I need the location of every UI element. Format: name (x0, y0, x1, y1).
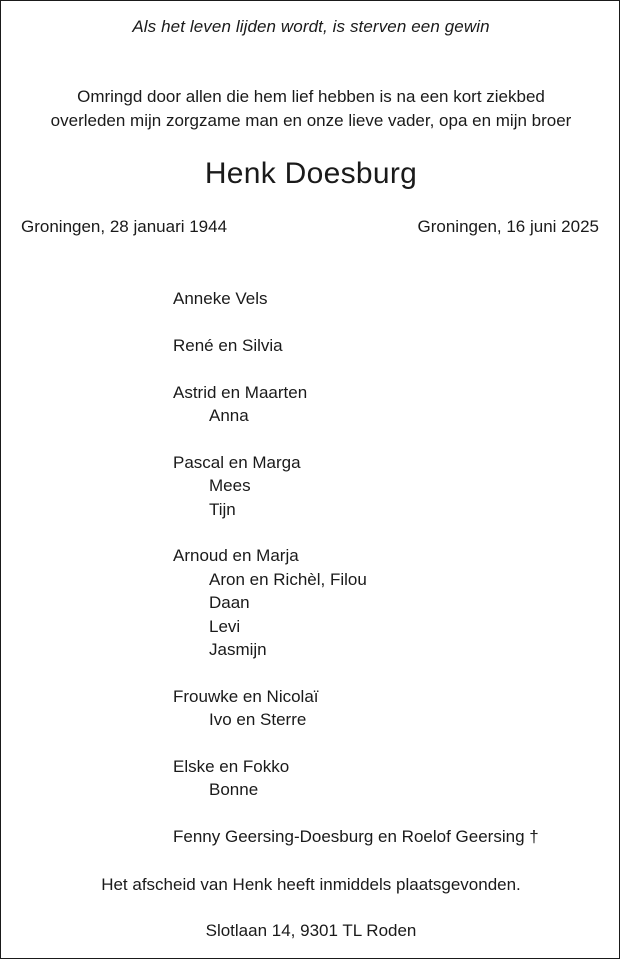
death-place-date: Groningen, 16 juni 2025 (417, 217, 599, 236)
address-text: Slotlaan 14, 9301 TL Roden (205, 921, 417, 940)
grandchild: Bonne (209, 780, 259, 800)
closing-text: Het afscheid van Henk heeft inmiddels plaatsgevonden. (101, 875, 521, 894)
family-group (173, 287, 539, 310)
family-group (173, 755, 539, 802)
family-member: Anneke Vels (173, 289, 268, 308)
family-group (173, 334, 539, 357)
family-member: Fenny Geersing-Doesburg en Roelof Geersing † (173, 827, 539, 847)
intro-line-1: Omringd door allen die hem lief hebben is na een kort ziekbed (77, 87, 545, 106)
intro-text (1, 85, 620, 133)
family-member: Frouwke en Nicolaï (173, 686, 319, 706)
grandchild: Jasmijn (209, 640, 267, 660)
family-member: Elske en Fokko (173, 757, 290, 777)
motto-text: Als het leven lijden wordt, is sterven een gewin (132, 17, 490, 36)
intro-line-2: overleden mijn zorgzame man en onze lieve vader, opa en mijn broer (50, 111, 572, 130)
family-group (173, 451, 539, 521)
family-member: Arnoud en Marja (173, 546, 299, 566)
grandchild: Levi (209, 616, 241, 636)
birth-place-date: Groningen, 28 januari 1944 (21, 217, 228, 236)
family-group (173, 685, 539, 732)
grandchild: Ivo en Sterre (209, 710, 307, 730)
deceased-name: Henk Doesburg (204, 157, 418, 190)
grandchild: Tijn (209, 499, 236, 519)
family-list (173, 287, 539, 872)
grandchild: Anna (209, 406, 249, 425)
family-member: Astrid en Maarten (173, 382, 308, 402)
family-group (173, 825, 539, 848)
grandchild: Daan (209, 593, 250, 613)
family-group (173, 381, 539, 428)
family-member: René en Silvia (173, 335, 283, 355)
family-member: Pascal en Marga (173, 452, 301, 472)
grandchild: Mees (209, 476, 251, 496)
grandchild: Aron en Richèl, Filou (209, 569, 367, 589)
family-group (173, 544, 539, 661)
